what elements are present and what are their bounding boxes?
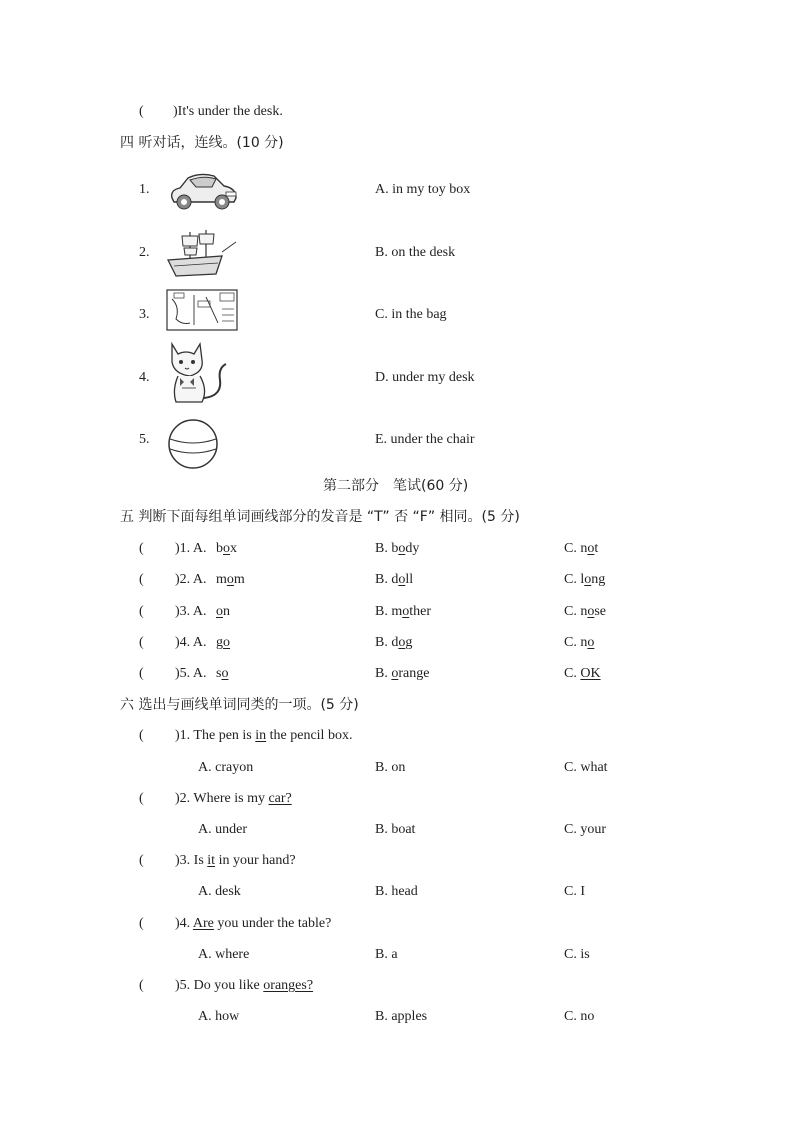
option-b: B. on xyxy=(375,760,406,775)
answer-paren: ( xyxy=(139,666,144,681)
question-text: )3. Is it in your hand? xyxy=(175,853,296,868)
option-c: C. nose xyxy=(564,604,607,619)
option-a: A. under xyxy=(198,822,247,837)
option-c: C. what xyxy=(564,760,608,775)
answer-paren: ( xyxy=(139,572,144,587)
underlined-word: Are xyxy=(192,916,214,931)
underlined-letter: o xyxy=(398,541,406,556)
section6-title: 六 选出与画线单词同类的一项。(5 分) xyxy=(120,697,359,713)
map-icon xyxy=(166,289,238,331)
answer-paren: ( xyxy=(139,853,144,868)
underlined-letter: o xyxy=(398,572,406,587)
ball-icon xyxy=(166,417,220,471)
option-c: C. no xyxy=(564,635,595,650)
answer-paren: ( xyxy=(139,728,144,743)
answer-option: A. in my toy box xyxy=(375,182,471,197)
question-number: )1. A. xyxy=(175,541,207,556)
underlined-word: oranges? xyxy=(263,978,314,993)
question-text: )4. Are you under the table? xyxy=(175,916,332,931)
underlined-word: in xyxy=(255,728,267,743)
underlined-letter: o xyxy=(223,635,230,650)
question-text: )2. Where is my car? xyxy=(175,791,292,806)
underlined-letter: o xyxy=(223,541,230,556)
option-b: B. doll xyxy=(375,572,414,587)
item-number: 4. xyxy=(139,370,150,385)
question-number: )5. A. xyxy=(175,666,207,681)
underlined-letter: o xyxy=(587,635,595,650)
option-c: C. your xyxy=(564,822,606,837)
option-b: B. orange xyxy=(375,666,430,681)
answer-paren: ( xyxy=(139,541,144,556)
option-c: C. long xyxy=(564,572,606,587)
underlined-word: car? xyxy=(268,791,292,806)
answer-option: B. on the desk xyxy=(375,245,456,260)
option-a: so xyxy=(216,666,229,681)
option-b: B. apples xyxy=(375,1009,428,1024)
ship-icon xyxy=(166,226,238,278)
underlined-letter: o xyxy=(402,604,410,619)
cat-icon xyxy=(166,340,230,406)
option-a: mom xyxy=(216,572,245,587)
option-b: B. mother xyxy=(375,604,431,619)
option-a: go xyxy=(216,635,230,650)
item-number: 1. xyxy=(139,182,150,197)
answer-option: E. under the chair xyxy=(375,432,475,447)
option-b: B. body xyxy=(375,541,420,556)
underlined-letter: o xyxy=(221,666,229,681)
option-a: A. crayon xyxy=(198,760,254,775)
option-b: B. head xyxy=(375,884,418,899)
top-item-text xyxy=(173,103,283,121)
option-c: C. not xyxy=(564,541,599,556)
answer-paren: ( xyxy=(139,791,144,806)
answer-paren: ( xyxy=(139,604,144,619)
option-a: A. where xyxy=(198,947,250,962)
answer-option: D. under my desk xyxy=(375,370,475,385)
item-number: 2. xyxy=(139,245,150,260)
question-text: )5. Do you like oranges? xyxy=(175,978,314,993)
underlined-letter: OK xyxy=(580,666,601,681)
answer-paren: ( xyxy=(139,635,144,650)
option-c: C. I xyxy=(564,884,585,899)
option-c: C. no xyxy=(564,1009,595,1024)
underlined-word: it xyxy=(207,853,216,868)
car-icon xyxy=(166,170,240,212)
underlined-letter: o xyxy=(391,666,399,681)
underlined-letter: o xyxy=(587,604,595,619)
underlined-letter: o xyxy=(226,572,234,587)
top-item-sentence: It's under the desk. xyxy=(177,104,283,119)
question-text: )1. The pen is in the pencil box. xyxy=(175,728,353,743)
answer-paren: ( xyxy=(139,978,144,993)
option-a: on xyxy=(216,604,230,619)
answer-option: C. in the bag xyxy=(375,307,447,322)
paren-close: ) xyxy=(173,104,178,119)
option-a: A. how xyxy=(198,1009,240,1024)
option-b: B. a xyxy=(375,947,398,962)
option-a: box xyxy=(216,541,237,556)
answer-paren: ( xyxy=(139,916,144,931)
option-a: A. desk xyxy=(198,884,241,899)
question-number: )2. A. xyxy=(175,572,207,587)
item-number: 3. xyxy=(139,307,150,322)
section5-title: 五 判断下面每组单词画线部分的发音是 “T” 否 “F” 相同。(5 分) xyxy=(120,509,520,525)
option-b: B. boat xyxy=(375,822,416,837)
section4-title: 四 听对话，连线。(10 分) xyxy=(120,135,284,151)
underlined-letter: o xyxy=(216,604,223,619)
option-c: C. is xyxy=(564,947,590,962)
option-b: B. dog xyxy=(375,635,413,650)
option-c: C. OK xyxy=(564,666,601,681)
item-number: 5. xyxy=(139,432,150,447)
question-number: )3. A. xyxy=(175,604,207,619)
underlined-letter: o xyxy=(584,572,592,587)
underlined-letter: o xyxy=(398,635,406,650)
underlined-letter: o xyxy=(587,541,595,556)
part2-title: 第二部分 笔试(60 分) xyxy=(323,478,469,494)
question-number: )4. A. xyxy=(175,635,207,650)
paren-open: ( xyxy=(139,104,144,119)
